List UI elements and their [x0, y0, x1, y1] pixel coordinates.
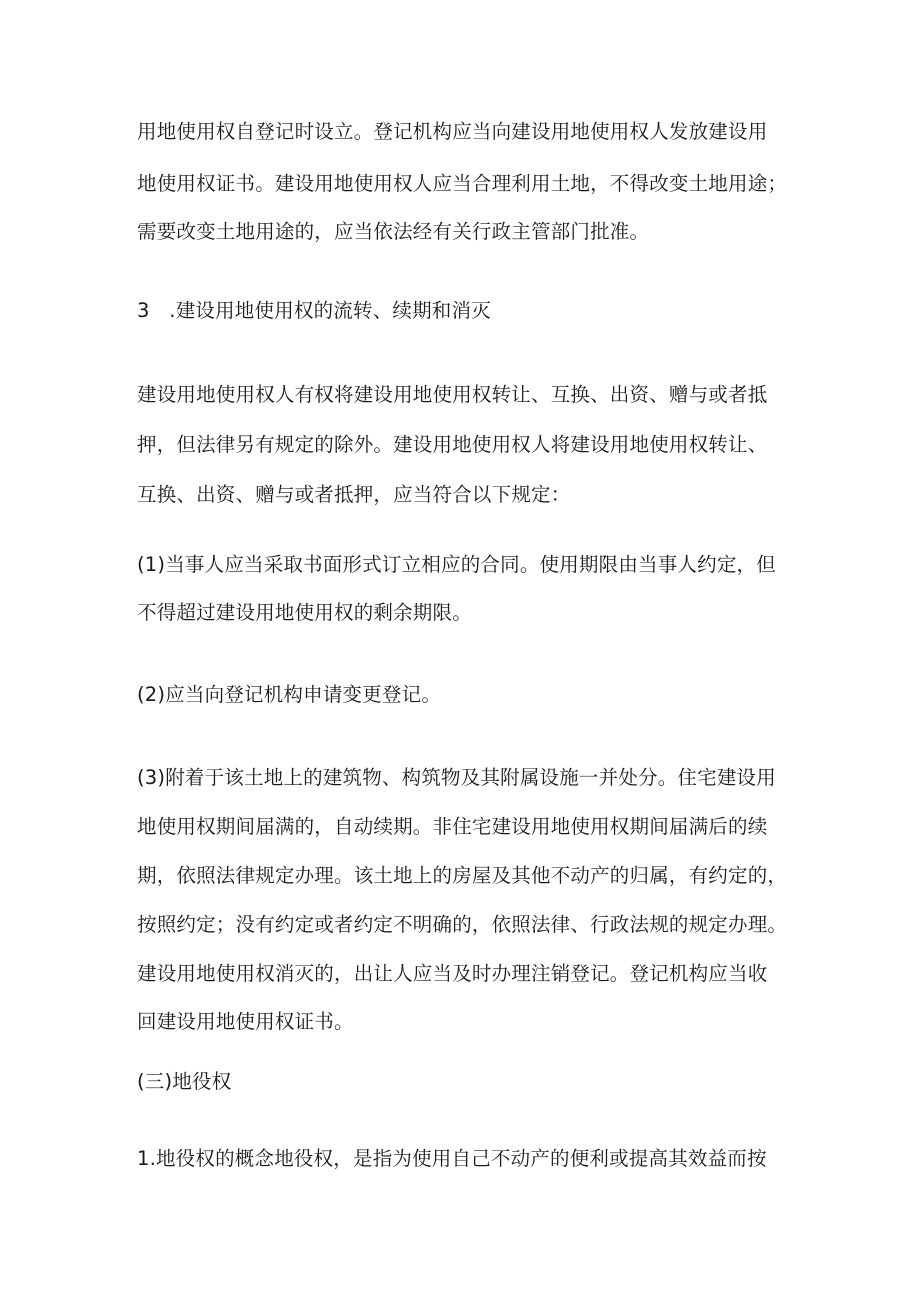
easement-definition-line-1: 1.地役权的概念地役权，是指为使用自己不动产的便利或提高其效益而按 [137, 1147, 767, 1170]
paragraph-1-line-3: 需要改变土地用途的，应当依法经有关行政主管部门批准。 [137, 220, 650, 243]
item-1-line-1: (1)当事人应当采取书面形式订立相应的合同。使用期限由当事人约定，但 [137, 553, 776, 576]
item-3-line-6: 回建设用地使用权证书。 [137, 1010, 354, 1033]
paragraph-1-line-2: 地使用权证书。建设用地使用权人应当合理利用土地，不得改变土地用途； [137, 172, 788, 195]
item-2-line-1: (2)应当向登记机构申请变更登记。 [137, 683, 442, 706]
paragraph-2-line-1: 建设用地使用权人有权将建设用地使用权转让、互换、出资、赠与或者抵 [137, 383, 768, 406]
item-3-line-1: (3)附着于该土地上的建筑物、构筑物及其附属设施一并处分。住宅建设用 [137, 766, 776, 789]
item-1-line-2: 不得超过建设用地使用权的剩余期限。 [137, 601, 472, 624]
paragraph-2-line-3: 互换、出资、赠与或者抵押，应当符合以下规定： [137, 483, 571, 506]
item-3-line-5: 建设用地使用权消灭的，出让人应当及时办理注销登记。登记机构应当收 [137, 962, 768, 985]
item-3-line-3: 期，依照法律规定办理。该土地上的房屋及其他不动产的归属，有约定的， [137, 864, 788, 887]
paragraph-1-line-1: 用地使用权自登记时设立。登记机构应当向建设用地使用权人发放建设用 [137, 120, 768, 143]
section-heading-3: 3 .建设用地使用权的流转、续期和消灭 [137, 299, 491, 322]
paragraph-2-line-2: 押，但法律另有规定的除外。建设用地使用权人将建设用地使用权转让、 [137, 433, 768, 456]
section-heading-easement: (三)地役权 [137, 1070, 232, 1093]
item-3-line-4: 按照约定；没有约定或者约定不明确的，依照法律、行政法规的规定办理。 [137, 913, 788, 936]
item-3-line-2: 地使用权期间届满的，自动续期。非住宅建设用地使用权期间届满后的续 [137, 815, 768, 838]
